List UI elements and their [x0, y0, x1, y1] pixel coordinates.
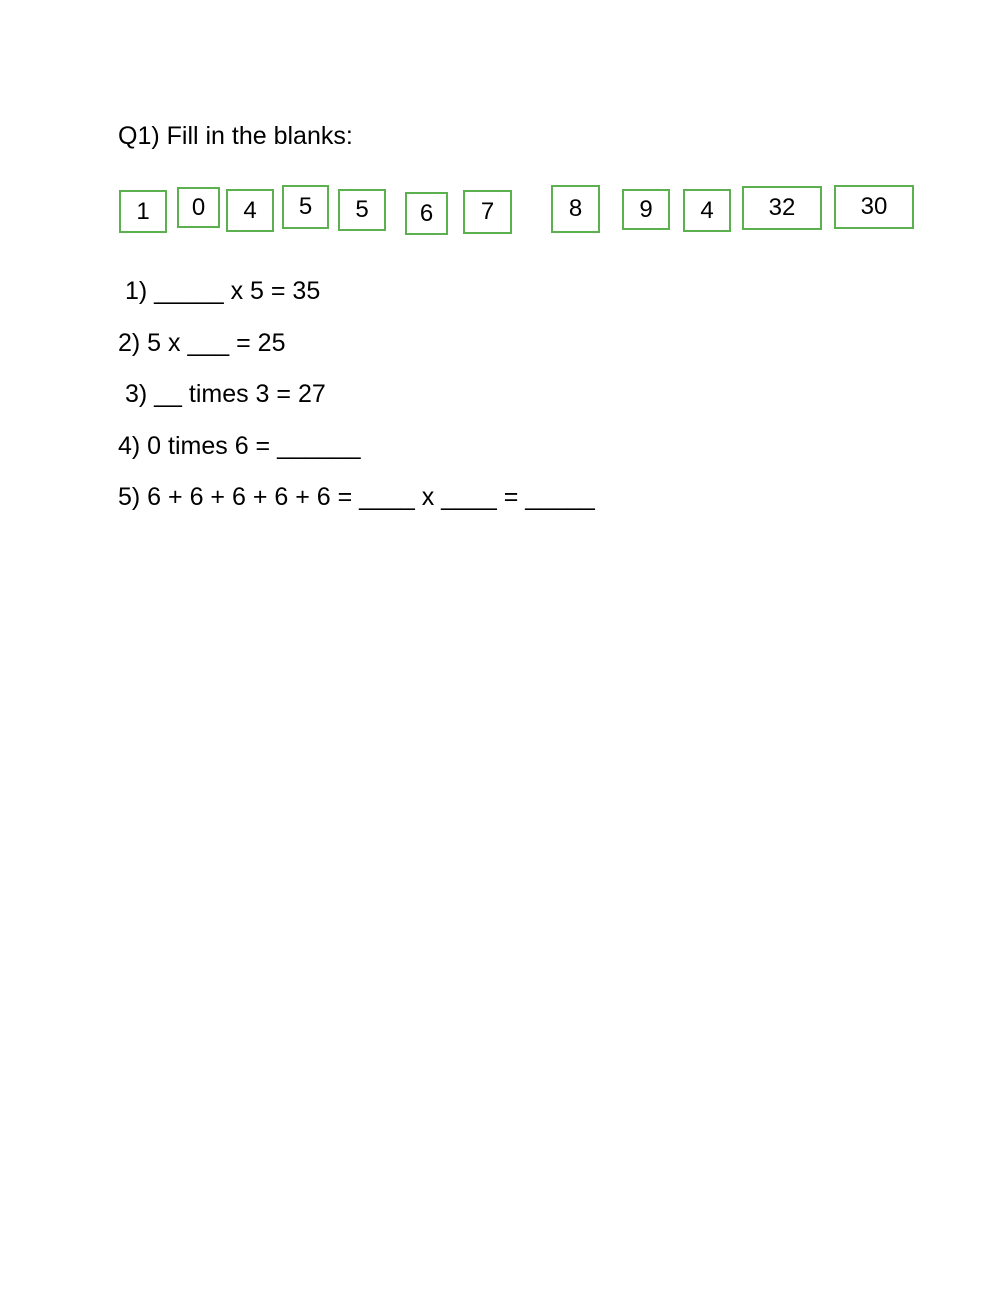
answer-tile[interactable]: 6: [405, 192, 448, 235]
question-item: 3) __ times 3 = 27: [118, 380, 326, 408]
answer-tile[interactable]: 9: [622, 189, 670, 230]
answer-tile[interactable]: 8: [551, 185, 600, 233]
answer-tile[interactable]: 0: [177, 187, 220, 228]
answer-tile[interactable]: 32: [742, 186, 822, 230]
answer-tile[interactable]: 1: [119, 190, 167, 233]
answer-tile[interactable]: 4: [226, 189, 274, 232]
answer-tile[interactable]: 7: [463, 190, 512, 234]
answer-tile[interactable]: 4: [683, 189, 731, 232]
answer-tile[interactable]: 5: [282, 185, 329, 229]
answer-tile[interactable]: 30: [834, 185, 914, 229]
question-heading: Q1) Fill in the blanks:: [118, 122, 353, 150]
question-item: 5) 6 + 6 + 6 + 6 + 6 = ____ x ____ = _____: [118, 483, 595, 511]
question-item: 4) 0 times 6 = ______: [118, 432, 361, 460]
question-item: 1) _____ x 5 = 35: [118, 277, 321, 305]
question-item: 2) 5 x ___ = 25: [118, 329, 286, 357]
answer-tile[interactable]: 5: [338, 189, 386, 231]
